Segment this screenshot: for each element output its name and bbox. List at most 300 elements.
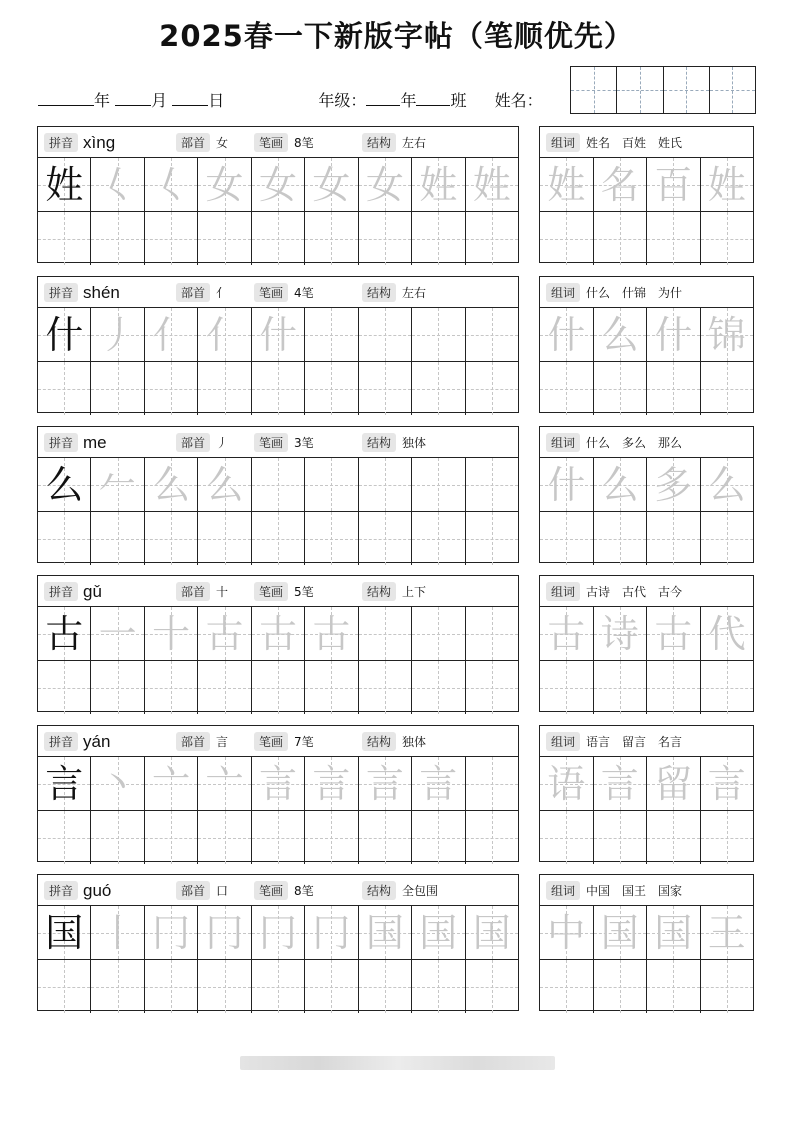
practice-cell[interactable]: [305, 212, 358, 265]
stroke-step-cell[interactable]: [91, 158, 144, 211]
word-practice-cell[interactable]: [594, 811, 648, 864]
stroke-step-cell[interactable]: [91, 757, 144, 810]
strokes-tag: 笔画: [254, 133, 288, 152]
strokes-tag: 笔画: [254, 732, 288, 751]
character-header: [38, 277, 518, 308]
practice-cell[interactable]: [359, 362, 412, 415]
stroke-step: 𠂉: [98, 462, 137, 507]
stroke-step: 古: [258, 611, 297, 656]
word-trace-cell[interactable]: [701, 308, 754, 361]
stroke-step-cell[interactable]: [359, 458, 412, 511]
word-trace-char: 什: [654, 312, 693, 357]
model-character: 国: [45, 910, 84, 955]
practice-cell[interactable]: [305, 960, 358, 1013]
practice-cell[interactable]: [91, 960, 144, 1013]
stroke-step-cell[interactable]: [359, 607, 412, 660]
stroke-step-cell[interactable]: [145, 757, 198, 810]
name-box[interactable]: [617, 67, 663, 113]
word-practice-cell[interactable]: [540, 512, 594, 565]
radical-tag: 部首: [176, 582, 210, 601]
stroke-step-cell[interactable]: [412, 458, 465, 511]
word-trace-char: 王: [707, 910, 746, 955]
stroke-step: 国: [419, 910, 458, 955]
model-character: 什: [45, 312, 84, 357]
word-practice-block: [539, 276, 754, 413]
words-header: [540, 726, 753, 757]
stroke-step-cell[interactable]: [252, 607, 305, 660]
words-list: 什么 什锦 为什: [586, 286, 683, 300]
word-trace-cell[interactable]: [647, 308, 701, 361]
character-practice-block: [37, 276, 519, 413]
practice-cell[interactable]: [412, 212, 465, 265]
words-tag: 组词: [546, 582, 580, 601]
practice-cell[interactable]: [145, 512, 198, 565]
words-list: 姓名 百姓 姓氏: [586, 136, 683, 150]
stroke-step-cell[interactable]: [466, 906, 518, 959]
words-list: 什么 多么 那么: [586, 436, 683, 450]
words-header: [540, 427, 753, 458]
stroke-step-cell[interactable]: [305, 458, 358, 511]
stroke-step-cell[interactable]: [91, 458, 144, 511]
practice-cell[interactable]: [305, 362, 358, 415]
word-trace-cell[interactable]: [540, 607, 594, 660]
word-trace-char: 中: [547, 910, 586, 955]
word-practice-cell[interactable]: [647, 811, 701, 864]
word-practice-row: [540, 959, 753, 1013]
stroke-step-cell[interactable]: [466, 308, 518, 361]
character-practice-block: [37, 725, 519, 862]
stroke-step: 女: [258, 162, 297, 207]
word-trace-cell[interactable]: [540, 158, 594, 211]
word-trace-char: 留: [654, 761, 693, 806]
radical-value: 口: [216, 884, 229, 898]
stroke-step-cell[interactable]: [305, 308, 358, 361]
month-label: 月: [151, 91, 168, 110]
practice-cell[interactable]: [252, 661, 305, 714]
practice-cell[interactable]: [198, 811, 251, 864]
practice-cell[interactable]: [412, 661, 465, 714]
word-practice-block: [539, 874, 754, 1011]
words-list: 语言 留言 名言: [586, 735, 683, 749]
stroke-step-cell[interactable]: [466, 757, 518, 810]
word-trace-cell[interactable]: [540, 757, 594, 810]
word-practice-cell[interactable]: [647, 960, 701, 1013]
stroke-step: 丿: [98, 312, 137, 357]
practice-cell[interactable]: [359, 960, 412, 1013]
stroke-step-cell[interactable]: [145, 158, 198, 211]
word-trace-char: 诗: [600, 611, 639, 656]
word-trace-char: 古: [547, 611, 586, 656]
radical-value: 丿: [216, 436, 229, 450]
stroke-order-row: [38, 757, 518, 810]
practice-cell[interactable]: [466, 960, 518, 1013]
word-practice-cell[interactable]: [594, 212, 648, 265]
word-trace-cell[interactable]: [594, 757, 648, 810]
name-box[interactable]: [664, 67, 710, 113]
stroke-step-cell[interactable]: [145, 458, 198, 511]
day-blank[interactable]: [172, 91, 208, 106]
pinyin-value: guó: [83, 881, 112, 900]
stroke-step: 言: [419, 761, 458, 806]
year-blank[interactable]: [38, 91, 94, 106]
stroke-order-row: [38, 158, 518, 211]
stroke-step-cell[interactable]: [145, 906, 198, 959]
practice-cell[interactable]: [91, 811, 144, 864]
practice-cell[interactable]: [38, 811, 91, 864]
pinyin-value: yán: [83, 732, 111, 751]
word-trace-char: 么: [707, 462, 746, 507]
word-trace-char: 语: [547, 761, 586, 806]
practice-cell[interactable]: [359, 212, 412, 265]
stroke-step-cell[interactable]: [305, 158, 358, 211]
word-trace-char: 么: [600, 462, 639, 507]
word-practice-cell[interactable]: [594, 512, 648, 565]
structure-value: 左右: [402, 136, 427, 150]
stroke-step-cell[interactable]: [412, 158, 465, 211]
practice-cell[interactable]: [359, 512, 412, 565]
stroke-step-cell[interactable]: [466, 158, 518, 211]
strokes-tag: 笔画: [254, 433, 288, 452]
footer-watermark: [240, 1056, 555, 1070]
stroke-step-cell[interactable]: [359, 757, 412, 810]
word-trace-cell[interactable]: [647, 458, 701, 511]
word-practice-cell[interactable]: [540, 960, 594, 1013]
words-tag: 组词: [546, 433, 580, 452]
word-practice-row: [540, 511, 753, 565]
practice-cell[interactable]: [198, 212, 251, 265]
stroke-step: 𡿨: [152, 162, 191, 207]
stroke-step-cell[interactable]: [466, 607, 518, 660]
radical-value: 十: [216, 585, 229, 599]
word-trace-char: 言: [707, 761, 746, 806]
stroke-step: 冂: [312, 910, 351, 955]
stroke-step-cell[interactable]: [145, 308, 198, 361]
word-trace-cell[interactable]: [701, 906, 754, 959]
word-practice-cell[interactable]: [701, 212, 754, 265]
stroke-step-cell[interactable]: [359, 158, 412, 211]
strokes-tag: 笔画: [254, 582, 288, 601]
practice-cell[interactable]: [38, 512, 91, 565]
word-trace-char: 么: [600, 312, 639, 357]
stroke-step: 古: [312, 611, 351, 656]
stroke-step: 言: [365, 761, 404, 806]
word-trace-cell[interactable]: [647, 757, 701, 810]
practice-cell[interactable]: [91, 212, 144, 265]
word-practice-cell[interactable]: [701, 811, 754, 864]
practice-cell[interactable]: [466, 362, 518, 415]
strokes-value: 4笔: [294, 286, 314, 300]
word-trace-char: 百: [654, 162, 693, 207]
stroke-step-cell[interactable]: [252, 458, 305, 511]
practice-cell[interactable]: [305, 661, 358, 714]
word-practice-cell[interactable]: [594, 661, 648, 714]
character-practice-block: [37, 426, 519, 563]
words-list: 古诗 古代 古今: [586, 585, 683, 599]
stroke-step-cell[interactable]: [305, 757, 358, 810]
practice-cell[interactable]: [38, 661, 91, 714]
practice-cell[interactable]: [412, 811, 465, 864]
class-blank[interactable]: [416, 91, 450, 106]
radical-value: 女: [216, 136, 229, 150]
word-practice-cell[interactable]: [594, 960, 648, 1013]
word-practice-cell[interactable]: [647, 512, 701, 565]
name-boxes[interactable]: [570, 66, 756, 114]
word-practice-row: [540, 810, 753, 864]
word-practice-cell[interactable]: [540, 661, 594, 714]
strokes-value: 3笔: [294, 436, 314, 450]
practice-cell[interactable]: [252, 512, 305, 565]
word-practice-cell[interactable]: [540, 362, 594, 415]
structure-value: 独体: [402, 735, 427, 749]
word-practice-cell[interactable]: [701, 512, 754, 565]
practice-cell[interactable]: [145, 362, 198, 415]
name-label: 姓名：: [494, 91, 543, 110]
stroke-step-cell[interactable]: [412, 906, 465, 959]
stroke-step: 国: [472, 910, 511, 955]
stroke-step: 言: [258, 761, 297, 806]
words-header: [540, 875, 753, 906]
word-trace-cell[interactable]: [701, 757, 754, 810]
words-tag: 组词: [546, 881, 580, 900]
word-trace-char: 言: [600, 761, 639, 806]
stroke-step-cell[interactable]: [305, 607, 358, 660]
stroke-step: 冂: [258, 910, 297, 955]
stroke-step-cell[interactable]: [466, 458, 518, 511]
stroke-step: 冂: [205, 910, 244, 955]
word-trace-char: 国: [654, 910, 693, 955]
stroke-step-cell[interactable]: [198, 158, 251, 211]
word-practice-cell[interactable]: [540, 212, 594, 265]
pinyin-tag: 拼音: [44, 433, 78, 452]
stroke-step: 亻: [205, 312, 244, 357]
stroke-step: 亠: [152, 761, 191, 806]
practice-cell[interactable]: [252, 960, 305, 1013]
stroke-step-cell[interactable]: [198, 308, 251, 361]
stroke-step-cell[interactable]: [91, 607, 144, 660]
character-header: [38, 726, 518, 757]
stroke-step-cell[interactable]: [252, 757, 305, 810]
stroke-step-cell[interactable]: [412, 308, 465, 361]
word-trace-cell[interactable]: [594, 158, 648, 211]
practice-cell[interactable]: [91, 362, 144, 415]
model-character: 么: [45, 462, 84, 507]
stroke-step: 十: [152, 611, 191, 656]
practice-cell[interactable]: [38, 362, 91, 415]
structure-tag: 结构: [362, 582, 396, 601]
word-trace-cell[interactable]: [701, 607, 754, 660]
stroke-step: 姓: [419, 162, 458, 207]
word-trace-char: 姓: [707, 162, 746, 207]
strokes-value: 7笔: [294, 735, 314, 749]
stroke-step: 女: [312, 162, 351, 207]
stroke-step: 姓: [472, 162, 511, 207]
model-character-cell: [38, 757, 91, 810]
practice-cell[interactable]: [198, 512, 251, 565]
practice-cell[interactable]: [198, 661, 251, 714]
word-trace-cell[interactable]: [594, 458, 648, 511]
word-trace-char: 姓: [547, 162, 586, 207]
practice-cell[interactable]: [252, 811, 305, 864]
words-tag: 组词: [546, 732, 580, 751]
stroke-step-cell[interactable]: [359, 906, 412, 959]
stroke-step: 女: [365, 162, 404, 207]
strokes-value: 8笔: [294, 884, 314, 898]
name-box[interactable]: [571, 67, 617, 113]
character-header: [38, 427, 518, 458]
pinyin-tag: 拼音: [44, 732, 78, 751]
word-practice-cell[interactable]: [540, 811, 594, 864]
word-trace-row: [540, 458, 753, 511]
practice-cell[interactable]: [198, 362, 251, 415]
word-practice-block: [539, 575, 754, 712]
model-character-cell: [38, 308, 91, 361]
radical-tag: 部首: [176, 732, 210, 751]
word-trace-cell[interactable]: [647, 158, 701, 211]
stroke-step: 么: [152, 462, 191, 507]
word-trace-cell[interactable]: [701, 158, 754, 211]
practice-cell[interactable]: [412, 362, 465, 415]
structure-value: 独体: [402, 436, 427, 450]
stroke-step: 亠: [205, 761, 244, 806]
radical-tag: 部首: [176, 283, 210, 302]
word-practice-cell[interactable]: [594, 362, 648, 415]
practice-cell[interactable]: [38, 960, 91, 1013]
pinyin-tag: 拼音: [44, 582, 78, 601]
word-practice-cell[interactable]: [701, 960, 754, 1013]
word-trace-row: [540, 906, 753, 959]
word-trace-row: [540, 308, 753, 361]
practice-cell[interactable]: [466, 811, 518, 864]
practice-cell[interactable]: [359, 661, 412, 714]
word-trace-cell[interactable]: [540, 906, 594, 959]
year-label: 年: [94, 91, 111, 110]
word-practice-row: [540, 361, 753, 415]
strokes-tag: 笔画: [254, 881, 288, 900]
word-trace-cell[interactable]: [594, 607, 648, 660]
practice-cell[interactable]: [91, 512, 144, 565]
word-practice-row: [540, 660, 753, 714]
stroke-step-cell[interactable]: [145, 607, 198, 660]
strokes-value: 5笔: [294, 585, 314, 599]
practice-cell[interactable]: [466, 212, 518, 265]
word-trace-char: 名: [600, 162, 639, 207]
words-header: [540, 277, 753, 308]
word-trace-cell[interactable]: [701, 458, 754, 511]
stroke-step-cell[interactable]: [305, 906, 358, 959]
stroke-step-cell[interactable]: [91, 308, 144, 361]
stroke-step: 古: [205, 611, 244, 656]
word-practice-cell[interactable]: [647, 661, 701, 714]
stroke-step-cell[interactable]: [359, 308, 412, 361]
practice-cell[interactable]: [252, 212, 305, 265]
practice-cell[interactable]: [252, 362, 305, 415]
grade-blank[interactable]: [366, 91, 400, 106]
practice-row: [38, 959, 518, 1013]
pinyin-tag: 拼音: [44, 881, 78, 900]
stroke-step-cell[interactable]: [252, 158, 305, 211]
word-trace-cell[interactable]: [540, 458, 594, 511]
word-trace-char: 多: [654, 462, 693, 507]
practice-cell[interactable]: [145, 661, 198, 714]
practice-cell[interactable]: [359, 811, 412, 864]
word-trace-cell[interactable]: [594, 308, 648, 361]
practice-cell[interactable]: [198, 960, 251, 1013]
practice-cell[interactable]: [145, 811, 198, 864]
stroke-step-cell[interactable]: [198, 757, 251, 810]
stroke-step-cell[interactable]: [252, 906, 305, 959]
practice-cell[interactable]: [412, 960, 465, 1013]
structure-tag: 结构: [362, 732, 396, 751]
word-trace-cell[interactable]: [594, 906, 648, 959]
day-label: 日: [208, 91, 225, 110]
stroke-step-cell[interactable]: [198, 607, 251, 660]
name-box[interactable]: [710, 67, 755, 113]
structure-value: 上下: [402, 585, 427, 599]
words-tag: 组词: [546, 283, 580, 302]
stroke-step-cell[interactable]: [412, 607, 465, 660]
word-trace-cell[interactable]: [647, 607, 701, 660]
model-character-cell: [38, 458, 91, 511]
stroke-step-cell[interactable]: [198, 906, 251, 959]
practice-cell[interactable]: [412, 512, 465, 565]
pinyin-value: xìng: [83, 133, 116, 152]
character-practice-block: [37, 874, 519, 1011]
character-practice-block: [37, 575, 519, 712]
practice-cell[interactable]: [38, 212, 91, 265]
practice-cell[interactable]: [466, 512, 518, 565]
stroke-order-row: [38, 458, 518, 511]
word-practice-block: [539, 426, 754, 563]
month-blank[interactable]: [115, 91, 151, 106]
word-practice-cell[interactable]: [701, 661, 754, 714]
grade-label: 年级：: [318, 91, 367, 110]
stroke-step-cell[interactable]: [198, 458, 251, 511]
practice-cell[interactable]: [91, 661, 144, 714]
stroke-step: 女: [205, 162, 244, 207]
practice-cell[interactable]: [466, 661, 518, 714]
practice-row: [38, 511, 518, 565]
word-trace-cell[interactable]: [647, 906, 701, 959]
stroke-step: 么: [205, 462, 244, 507]
stroke-order-row: [38, 607, 518, 660]
word-practice-cell[interactable]: [701, 362, 754, 415]
word-trace-char: 锦: [707, 312, 746, 357]
word-practice-block: [539, 126, 754, 263]
word-practice-cell[interactable]: [647, 212, 701, 265]
stroke-step: 言: [312, 761, 351, 806]
character-practice-block: [37, 126, 519, 263]
word-trace-cell[interactable]: [540, 308, 594, 361]
strokes-tag: 笔画: [254, 283, 288, 302]
practice-cell[interactable]: [145, 960, 198, 1013]
words-header: [540, 576, 753, 607]
word-trace-char: 什: [547, 312, 586, 357]
practice-row: [38, 211, 518, 265]
date-grade-name-row: [38, 88, 543, 111]
practice-cell[interactable]: [305, 811, 358, 864]
practice-cell[interactable]: [305, 512, 358, 565]
stroke-step-cell[interactable]: [91, 906, 144, 959]
word-trace-char: 国: [600, 910, 639, 955]
radical-tag: 部首: [176, 133, 210, 152]
word-practice-cell[interactable]: [647, 362, 701, 415]
stroke-step-cell[interactable]: [252, 308, 305, 361]
practice-row: [38, 361, 518, 415]
word-trace-row: [540, 607, 753, 660]
structure-value: 左右: [402, 286, 427, 300]
practice-cell[interactable]: [145, 212, 198, 265]
stroke-step-cell[interactable]: [412, 757, 465, 810]
